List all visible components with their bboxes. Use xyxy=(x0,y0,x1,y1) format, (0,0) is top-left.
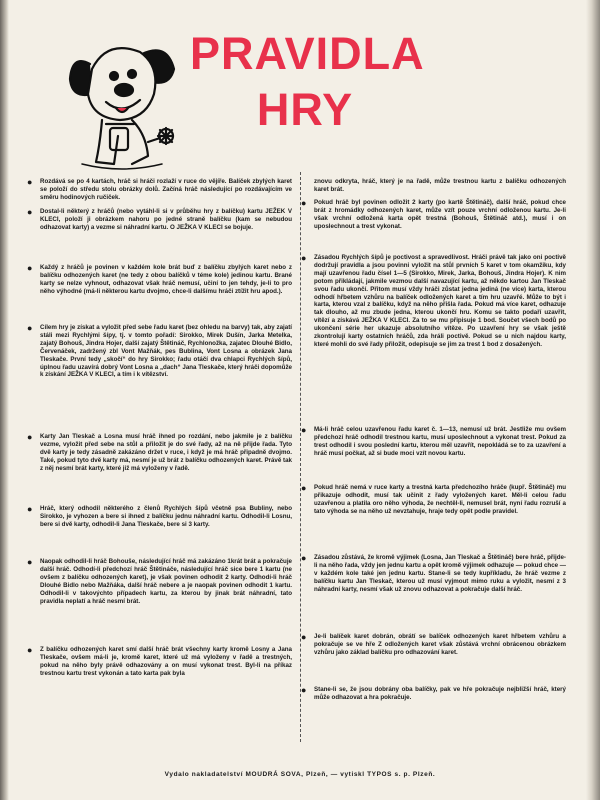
rule-text: Dostal-li některý z hráčů (nebo vytáhl-li si v průběhu hry z balíčku) kartu JEŽEK V KLECI, položí ji obrázkem nahoru po jedné straně balíčku (kam se nebudou odhazovat karty) a vezme si náhradní kartu. O JEŽKA V KLECI se bojuje. xyxy=(40,208,292,231)
rule-item xyxy=(301,425,566,458)
bullet-icon: ● xyxy=(27,177,33,187)
rule-text: Karty Jan Tleskač a Losna musí hráč ihned po rozdání, nebo jakmile je z balíčku vezme, vyložit před sebe na stůl a přiložit je do své řady, až na ně přijde řada. Tyto dvě karty je tedy zásadně zakázáno držet v ruce, i když je má hráč připadně dvojmo. Také, pokud tyto dvě karty má, nesmí je už brát z balíčku odhozených karet. Právě tak z něj nesmí brát karty, které již má vyloženy v řadě. xyxy=(40,433,292,472)
rule-text: Stane-li se, že jsou dobrány oba balíčky, pak ve hře pokračuje nejbližší hráč, který může odhazovat a hra pokračuje. xyxy=(314,686,566,701)
rule-item xyxy=(301,253,566,349)
rule-text: Pokud hráč byl povinen odložit 2 karty (po kartě Štětináč), další hráč, pokud chce brát z hromádky odhozených karet, může vzít pouze vrchní odloženou kartu. Je-li však vrchní odložená karta opět trestná (Bohouš, Štětináč atd.), musí i on uposlechnout a trest vykonat. xyxy=(314,199,566,230)
rule-item xyxy=(27,645,292,678)
bullet-icon: ● xyxy=(301,198,307,208)
page-edge-right xyxy=(586,0,600,800)
publisher-footer: Vydalo nakladatelství MOUDRÁ SOVA, Plzeň, — vytiskl TYPOS s. p. Plzeň. xyxy=(164,771,436,778)
rule-continuation xyxy=(314,178,566,194)
bullet-icon: ● xyxy=(27,207,33,217)
rule-item xyxy=(27,504,292,529)
bullet-icon: ● xyxy=(301,425,307,435)
bullet-icon: ● xyxy=(301,632,307,642)
rule-text: Rozdává se po 4 kartách, hráč si hráči rozlaží v ruce do vějíře. Balíček zbylých karet se položí do středu stolu obrázky dolů. Začíná hráč následující po rozdávajícím ve směru hodinových ručiček. xyxy=(40,178,292,201)
bullet-icon: ● xyxy=(27,557,33,567)
rule-text: Je-li balíček karet dobrán, obrátí se balíček odhozených karet hřbetem vzhůru a pokračuje se ve hře Z odložených karet však zůstává vrchní obrácenou obrázkem vzhůru jako základ balíčku pro odhazování karet. xyxy=(314,633,566,656)
title-line-2: HRY xyxy=(256,84,354,135)
rule-item xyxy=(27,557,292,605)
rule-text: Hráč, který odhodil některého z členů Rychlých šípů včetně psa Bubliny, nebo Sirokko, je vyhozen a bere si ihned z balíčku jednu náhradní kartu. Odhodil-li Losnu, bere si dvě karty, odhodil-li Jana Tleskače, bere si 3 karty. xyxy=(40,505,292,528)
rule-text: Má-li hráč celou uzavřenou řadu karet č. 1—13, nemusí už brát. Jestliže mu ovšem předchozí hráč odhodil trestnou kartu, musí uposlechnout a vykonat trest. Pokud za trest odhodil i svou poslední kartu, kterou měl uzavřít, nepokládá se to za uzavření a hráč musí počkat, až si bude moci vzít novou kartu. xyxy=(314,426,566,457)
rule-item xyxy=(27,207,292,232)
bullet-icon: ● xyxy=(27,323,33,333)
bullet-icon: ● xyxy=(301,253,307,263)
rule-text: Cílem hry je získat a vyložit před sebe řadu karet (bez ohledu na barvy) tak, aby zajatí stáli mezi Rychlými šípy, tj. v tomto pořadí: Sirokko, Mirek Dušín, Jarka Metelka, zajatý Bohouš, Jindra Hojer, další zajatý Štětináč, Rychlonožka, zajatec Dlouhé Bidlo, Červenáček, zadržený zbl Vont Mažňák, pes Bublina, Vont Losna a obrázek Jana Tleskače. První tedy „skočí“ do hry Sirokko; řadu otáčí dva chlapci Rychlých šípů, úplnou řadu uzavírá dobrý Vont Losna a „dach“ Jana Tleskače, který hráči dopomůže k získání JEŽKA V KLECI, a tím i k vítězství. xyxy=(40,324,292,379)
rule-item xyxy=(301,685,566,702)
rule-text: Zásadou zůstává, že kromě výjimek (Losna, Jan Tleskač a Štětináč) bere hráč, přijde-li na něho řada, vždy jen jednu kartu a opět kromě výjimek odhazuje — pokud chce — v každém kole také jen jednu kartu. Stane-li se tedy kupříkladu, že hráč vezme z balíčku kartu Jan Tleskač, kterou už musí vyjmout mimo ruku a vyložit, nesmí z 3 náhradní karty, nesmí však už znovu odhazovat a pokračuje další hráč. xyxy=(314,554,566,593)
dog-mascot-illustration xyxy=(62,24,182,174)
page-edge-left xyxy=(0,0,9,800)
bullet-icon: ● xyxy=(27,263,33,273)
bullet-icon: ● xyxy=(27,645,33,655)
bullet-icon: ● xyxy=(27,504,33,514)
rule-item xyxy=(27,177,292,202)
bullet-icon: ● xyxy=(301,685,307,695)
rule-text: Pokud hráč nemá v ruce karty a trestná karta předchozího hráče (kupř. Štětináč) mu přikazuje odhodit, musí tak učinit z řady vyložených karet. Měl-li celou řadu uzavřenou a platila oro něho výhoda, že nechtěl-li, nemusel brát, nyní řadu rozruší a tato výhoda se na něho už nevztahuje, hraje tedy opět podle pravidel. xyxy=(314,484,566,515)
rule-item xyxy=(301,198,566,231)
bullet-icon: ● xyxy=(301,483,307,493)
rule-text: znovu odkryta, hráč, který je na řadě, může trestnou kartu z balíčku odhozených karet brát. xyxy=(314,178,566,193)
rule-item xyxy=(301,553,566,594)
rule-text: Z balíčku odhozených karet smí další hráč brát všechny karty kromě Losny a Jana Tleskače, ovšem má-li je, kromě karet, které už má vyloženy v řadě a trestných, pokud na něho byly právě odhazovány a on musí vykonat trest. Byl-li na příkaz trestnou kartu trest vykonán a tato karta pak byla xyxy=(40,646,292,677)
rule-item xyxy=(27,323,292,379)
page-title xyxy=(190,28,425,135)
rule-item xyxy=(301,632,566,657)
title-line-1: PRAVIDLA xyxy=(190,28,425,79)
rule-text: Každý z hráčů je povinen v každém kole brát buď z balíčku zbylých karet nebo z balíčku odhozených karet (ne tedy z obou balíčků v téme kole) jedinou kartu. Brané karty se nelze vyhnout, odhazovat však hráč nemusí, učiní to jen tehdy, je-li to pro něho výhodné (má-li některou kartu dvojmo, chce-li dalšímu hráči ztížit hru apod.). xyxy=(40,264,292,295)
bullet-icon: ● xyxy=(301,553,307,563)
rule-item xyxy=(301,483,566,516)
rule-item xyxy=(27,263,292,296)
rule-text: Naopak odhodil-li hráč Bohouše, následující hráč má zakázáno 1krát brát a pokračuje další hráč. Odhodí-li předchozí hráč Štětináče, následující hráč sice bere 1 kartu (ne ovšem z balíčku odhozených karet), je však povinen odhodit 2 karty. Odhodí-li hráč Dlouhé Bidlo nebo Mažňáka, další hráč nebere a je naopak povinen odhodit 1 kartu. Odhodil-li v takovýchto případech kartu, za kterou by jinak brát náhradní, tato pravidla neplatí a hráč nesmí brát. xyxy=(40,558,292,605)
rule-text: Zásadou Rychlých šípů je poctivost a spravedlivost. Hráči právě tak jako oni poctivě dodržují pravidla a jsou povinni vyložit na stůl prvních 5 karet v tom okamžiku, kdy mají uzavřenou řadu čísel 1—5 (Sirokko, Mirek, Jarka, Bohouš, Jindra Hojer). K nim potom přikládají, jakmile vezmou další navazující kartu, až někdo kartou Jan Tleskač svou řadu ukončí. Přitom musí vždy hráči zůstat jedna jediná (ne více) karta, kterou odhodí hřbetem vzhůru na balíček odložených karet a tím hru uzavřé. Může to být i karta, kterou vzal z balíčku, když na něho přišla řada. Pokud má více karet, odhazuje tak dlouho, až mu zbude jedna, kterou ukončí hru. Komu se takto podaří uzavřít, vítězí a získává JEŽKA V KLECI. Za to se mu připisuje 1 bod. Součet všech bodů po ukončení série her ukazuje absolutního vítěze. Po uzavření hry se však ještě zkontrolují karty ostatních hráčů, zda hráli poctivě. Pokud se u nich najdou karty, které mohli do své řady přiložit, odepisuje se jim za trest 1 bod z dosažených. xyxy=(314,254,566,348)
rule-item xyxy=(27,432,292,473)
bullet-icon: ● xyxy=(27,432,33,442)
